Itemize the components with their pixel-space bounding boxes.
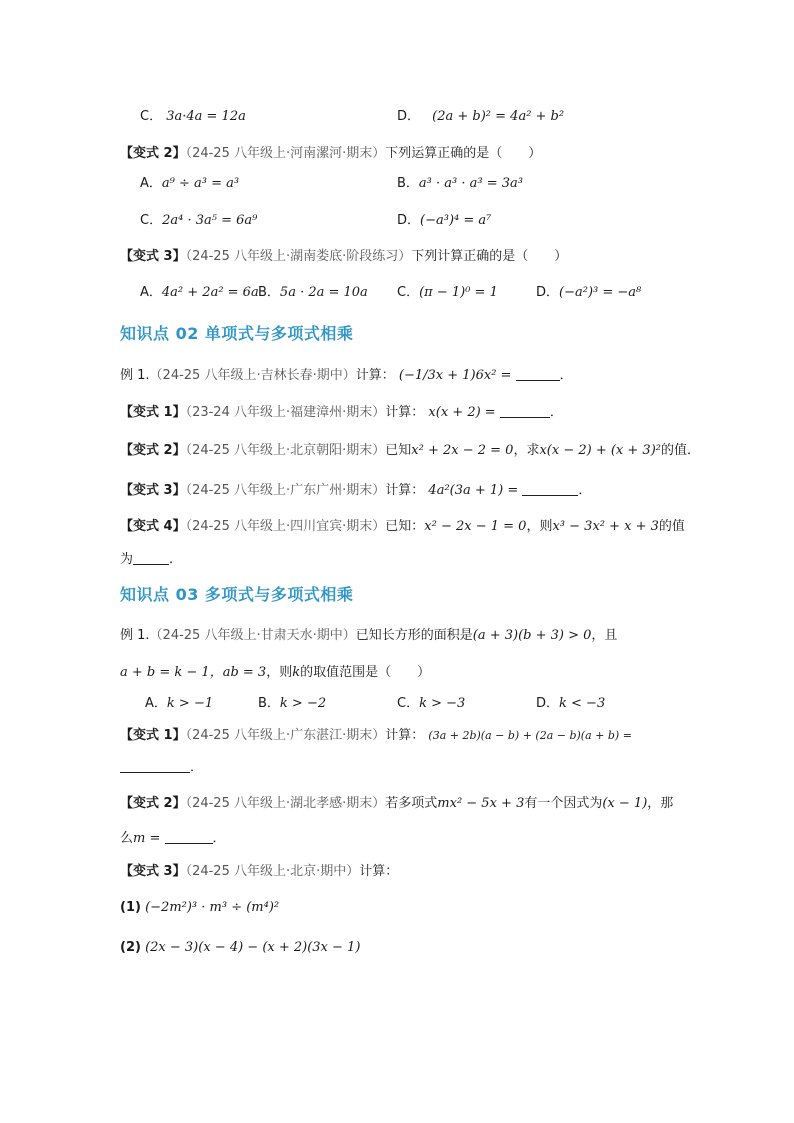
k03-problem-1: (1) (−2m²)³ · m³ ÷ (m⁴)² [120, 900, 280, 915]
k02-variant-3: 【变式 3】（24-25 八年级上·广东广州·期末）计算： 4a²(3a + 1) = ． [120, 483, 592, 498]
section-title-03: 知识点 03 多项式与多项式相乘 [120, 585, 354, 604]
variant-2-question: 【变式 2】（24-25 八年级上·河南漯河·期末）下列运算正确的是（ ） [120, 146, 542, 161]
k03-option-a: A．k > −1 [145, 696, 214, 711]
k03-variant-3: 【变式 3】（24-25 八年级上·北京·期中）计算： [120, 864, 399, 879]
k03-option-d: D．k < −3 [536, 696, 606, 711]
k03-variant-2-cont: 么m = ． [120, 831, 226, 846]
k03-problem-2: (2) (2x − 3)(x − 4) − (x + 2)(3x − 1) [120, 940, 361, 955]
k03-variant-1: 【变式 1】（24-25 八年级上·广东湛江·期末）计算： (3a + 2b)(a − b) + (2a − b)(a + b) = [120, 728, 632, 743]
k02-variant-2: 【变式 2】（24-25 八年级上·北京朝阳·期末）已知x² + 2x − 2 = 0，求x(x − 2) + (x + 3)²的值． [120, 443, 700, 458]
k02-variant-1: 【变式 1】（23-24 八年级上·福建漳州·期末）计算： x(x + 2) = ． [120, 405, 563, 420]
section-title-02: 知识点 02 单项式与多项式相乘 [120, 324, 354, 343]
k02-variant-4: 【变式 4】（24-25 八年级上·四川宜宾·期末）已知：x² − 2x − 1 = 0，则x³ − 3x² + x + 3的值 [120, 519, 685, 534]
answer-blank [516, 368, 560, 381]
option-c-expr: 3a·4a = 12a [166, 109, 246, 124]
option-c: C． 3a·4a = 12a [140, 109, 246, 124]
variant-3-option-c: C．(π − 1)⁰ = 1 [397, 285, 498, 300]
answer-blank [133, 552, 169, 565]
k03-option-c: C．k > −3 [397, 696, 466, 711]
answer-blank [500, 405, 550, 418]
variant-2-option-b: B．a³ · a³ · a³ = 3a³ [397, 176, 523, 191]
k03-option-b: B．k > −2 [258, 696, 327, 711]
variant-2-option-a: A．a⁹ ÷ a³ = a³ [140, 176, 240, 191]
k03-variant-1-cont: ． [120, 758, 203, 778]
answer-blank [120, 760, 190, 773]
k02-example-1: 例 1.（24-25 八年级上·吉林长春·期中）计算： (−1/3x + 1)6x² = ． [120, 368, 573, 383]
answer-blank [165, 831, 213, 844]
variant-3-question: 【变式 3】（24-25 八年级上·湖南娄底·阶段练习）下列计算正确的是（ ） [120, 249, 568, 264]
k03-variant-2: 【变式 2】（24-25 八年级上·湖北孝感·期末）若多项式mx² − 5x + 3有一个因式为(x − 1)，那 [120, 796, 674, 811]
variant-3-option-d: D．(−a²)³ = −a⁸ [536, 285, 642, 300]
k02-variant-4-cont: 为 ． [120, 552, 183, 567]
option-d-expr: (2a + b)² = 4a² + b² [432, 109, 565, 124]
variant-3-option-a: A．4a² + 2a² = 6a [140, 285, 259, 300]
variant-2-option-d: D．(−a³)⁴ = a⁷ [397, 213, 492, 228]
k03-example-1-cont: a + b = k − 1，ab = 3，则k的取值范围是（ ） [120, 665, 431, 680]
k02-example-1-expr: (−1/3x + 1)6x² = [398, 368, 512, 383]
variant-3-option-b: B．5a · 2a = 10a [258, 285, 368, 300]
variant-2-option-c: C．2a⁴ · 3a⁵ = 6a⁹ [140, 213, 258, 228]
option-d: D． (2a + b)² = 4a² + b² [397, 109, 565, 124]
k03-example-1: 例 1.（24-25 八年级上·甘肃天水·期中）已知长方形的面积是(a + 3)(b + 3) > 0，且 [120, 628, 618, 643]
answer-blank [522, 483, 578, 496]
